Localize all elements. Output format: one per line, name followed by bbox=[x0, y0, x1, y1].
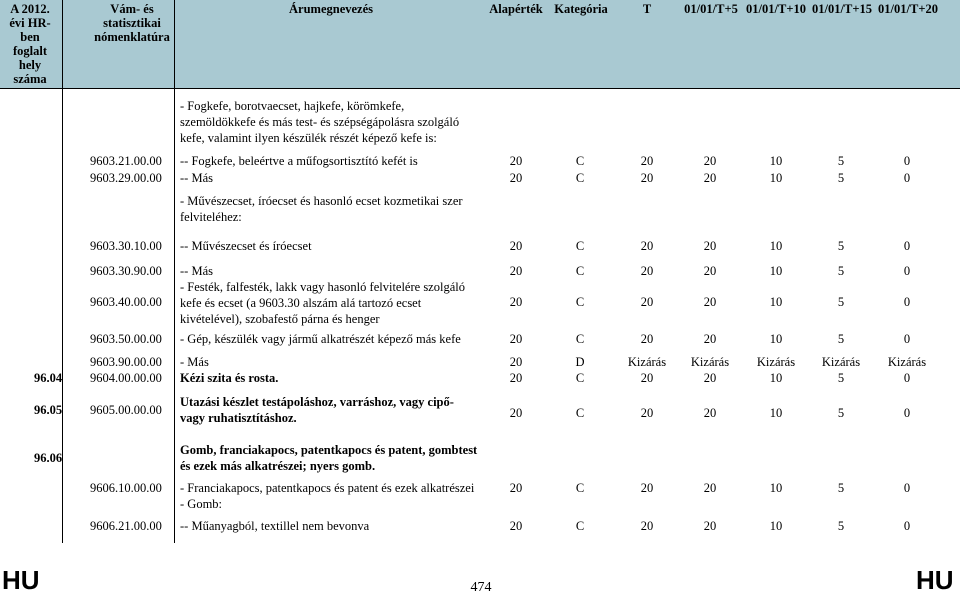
rate-t5: 20 bbox=[703, 406, 717, 420]
rate-t15: Kizárás bbox=[821, 355, 861, 369]
row-description: Kézi szita és rosta. bbox=[180, 371, 279, 385]
header-t5: 01/01/T+5 bbox=[684, 2, 738, 16]
rate-t: 20 bbox=[640, 481, 654, 495]
row-description: - Gép, készülék vagy jármű alkatrészét képező más kefe bbox=[180, 332, 461, 346]
category: C bbox=[575, 519, 585, 533]
base-rate: 20 bbox=[509, 264, 523, 278]
rate-t5: 20 bbox=[703, 295, 717, 309]
header-divider bbox=[0, 88, 960, 89]
rate-t10: 10 bbox=[769, 371, 783, 385]
header-t: T bbox=[642, 2, 652, 16]
base-rate: 20 bbox=[509, 239, 523, 253]
category: C bbox=[575, 332, 585, 346]
row-description: -- Más bbox=[180, 171, 213, 185]
rate-t15: 5 bbox=[837, 332, 845, 346]
row-description: -- Művészecset és íróecset bbox=[180, 239, 312, 253]
rate-t10: 10 bbox=[769, 519, 783, 533]
table-header bbox=[0, 0, 960, 88]
base-rate: 20 bbox=[509, 295, 523, 309]
rate-t15: 5 bbox=[837, 519, 845, 533]
row-code: 9603.21.00.00 bbox=[90, 154, 162, 168]
rate-t10: 10 bbox=[769, 264, 783, 278]
row-code: 9603.90.00.00 bbox=[90, 355, 162, 369]
rate-t: Kizárás bbox=[627, 355, 667, 369]
rate-t20: 0 bbox=[903, 481, 911, 495]
rate-t5: 20 bbox=[703, 519, 717, 533]
base-rate: 20 bbox=[509, 154, 523, 168]
rate-t: 20 bbox=[640, 171, 654, 185]
row-code: 9605.00.00.00 bbox=[90, 403, 162, 417]
row-description: - Más bbox=[180, 355, 209, 369]
page-number: 474 bbox=[470, 580, 492, 595]
row-code: 9603.50.00.00 bbox=[90, 332, 162, 346]
rate-t10: 10 bbox=[769, 239, 783, 253]
header-t20: 01/01/T+20 bbox=[878, 2, 938, 16]
row-code: 9603.30.10.00 bbox=[90, 239, 162, 253]
category: C bbox=[575, 264, 585, 278]
row-description: Utazási készlet testápoláshoz, varráshoz, vagy cipő- vagy ruhatisztításhoz. bbox=[180, 395, 454, 425]
rate-t15: 5 bbox=[837, 239, 845, 253]
row-code: 9606.21.00.00 bbox=[90, 519, 162, 533]
category: C bbox=[575, 481, 585, 495]
row-description: -- Műanyagból, textillel nem bevonva bbox=[180, 519, 370, 533]
row-code: 9606.10.00.00 bbox=[90, 481, 162, 495]
rate-t10: 10 bbox=[769, 481, 783, 495]
base-rate: 20 bbox=[509, 406, 523, 420]
column-divider bbox=[62, 88, 63, 543]
header-t15: 01/01/T+15 bbox=[812, 2, 872, 16]
base-rate: 20 bbox=[509, 355, 523, 369]
row-heading-button: - Gomb: bbox=[180, 497, 223, 511]
rate-t10: 10 bbox=[769, 295, 783, 309]
hr-position: 96.06 bbox=[34, 451, 63, 465]
row-description: - Festék, falfesték, lakk vagy hasonló felvitelére szolgáló kefe és ecset (a 9603.30 alszám alá tartozó ecset kivételével), szobafestő párna és henger bbox=[180, 280, 465, 326]
rate-t10: 10 bbox=[769, 154, 783, 168]
rate-t5: 20 bbox=[703, 332, 717, 346]
base-rate: 20 bbox=[509, 332, 523, 346]
row-code: 9603.40.00.00 bbox=[90, 295, 162, 309]
rate-t20: Kizárás bbox=[887, 355, 927, 369]
base-rate: 20 bbox=[509, 371, 523, 385]
rate-t5: Kizárás bbox=[690, 355, 730, 369]
category: C bbox=[575, 154, 585, 168]
category: C bbox=[575, 171, 585, 185]
row-heading-artist-brush: - Művészecset, íróecset és hasonló ecset kozmetikai szer felviteléhez: bbox=[180, 194, 463, 224]
rate-t15: 5 bbox=[837, 371, 845, 385]
rate-t10: 10 bbox=[769, 171, 783, 185]
rate-t20: 0 bbox=[903, 239, 911, 253]
category: C bbox=[575, 371, 585, 385]
rate-t15: 5 bbox=[837, 481, 845, 495]
rate-t20: 0 bbox=[903, 295, 911, 309]
category: C bbox=[575, 295, 585, 309]
rate-t: 20 bbox=[640, 264, 654, 278]
rate-t10: 10 bbox=[769, 332, 783, 346]
row-heading-buttons: Gomb, franciakapocs, patentkapocs és patent, gombtest és ezek más alkatrészei; nyers gomb. bbox=[180, 443, 478, 473]
rate-t5: 20 bbox=[703, 171, 717, 185]
rate-t10: 10 bbox=[769, 406, 783, 420]
rate-t15: 5 bbox=[837, 295, 845, 309]
header-category: Kategória bbox=[554, 2, 608, 16]
category: C bbox=[575, 239, 585, 253]
row-description: - Franciakapocs, patentkapocs és patent és ezek alkatrészei bbox=[180, 481, 475, 495]
rate-t20: 0 bbox=[903, 519, 911, 533]
footer-language-left: HU bbox=[2, 565, 40, 595]
base-rate: 20 bbox=[509, 481, 523, 495]
rate-t5: 20 bbox=[703, 154, 717, 168]
header-base-rate: Alapérték bbox=[489, 2, 543, 16]
header-hr-position: A 2012. évi HR-ben foglalt hely száma bbox=[9, 2, 51, 86]
rate-t20: 0 bbox=[903, 406, 911, 420]
header-nomenclature: Vám- és statisztikai nómenklatúra bbox=[94, 2, 170, 44]
column-divider bbox=[174, 88, 175, 543]
row-code: 9603.29.00.00 bbox=[90, 171, 162, 185]
hr-position: 96.04 bbox=[34, 371, 63, 385]
rate-t: 20 bbox=[640, 371, 654, 385]
row-description: -- Fogkefe, beleértve a műfogsortisztító kefét is bbox=[180, 154, 418, 168]
rate-t20: 0 bbox=[903, 332, 911, 346]
rate-t20: 0 bbox=[903, 154, 911, 168]
rate-t20: 0 bbox=[903, 264, 911, 278]
row-description: -- Más bbox=[180, 264, 213, 278]
rate-t: 20 bbox=[640, 519, 654, 533]
footer-language-right: HU bbox=[916, 565, 954, 595]
rate-t15: 5 bbox=[837, 154, 845, 168]
rate-t: 20 bbox=[640, 295, 654, 309]
base-rate: 20 bbox=[509, 171, 523, 185]
rate-t15: 5 bbox=[837, 406, 845, 420]
row-heading-toothbrush: - Fogkefe, borotvaecset, hajkefe, körömkefe, szemöldökkefe és más test- és szépségápolásra szolgáló kefe, valamint ilyen készülék részét képező kefe is: bbox=[180, 99, 460, 145]
rate-t15: 5 bbox=[837, 264, 845, 278]
category: D bbox=[575, 355, 585, 369]
rate-t: 20 bbox=[640, 154, 654, 168]
rate-t5: 20 bbox=[703, 239, 717, 253]
rate-t5: 20 bbox=[703, 481, 717, 495]
row-code: 9604.00.00.00 bbox=[90, 371, 162, 385]
header-t10: 01/01/T+10 bbox=[746, 2, 806, 16]
rate-t: 20 bbox=[640, 332, 654, 346]
rate-t15: 5 bbox=[837, 171, 845, 185]
category: C bbox=[575, 406, 585, 420]
rate-t20: 0 bbox=[903, 171, 911, 185]
hr-position: 96.05 bbox=[34, 403, 63, 417]
rate-t10: Kizárás bbox=[756, 355, 796, 369]
row-code: 9603.30.90.00 bbox=[90, 264, 162, 278]
rate-t20: 0 bbox=[903, 371, 911, 385]
rate-t5: 20 bbox=[703, 264, 717, 278]
rate-t5: 20 bbox=[703, 371, 717, 385]
header-description: Árumegnevezés bbox=[289, 2, 373, 16]
rate-t: 20 bbox=[640, 406, 654, 420]
base-rate: 20 bbox=[509, 519, 523, 533]
rate-t: 20 bbox=[640, 239, 654, 253]
